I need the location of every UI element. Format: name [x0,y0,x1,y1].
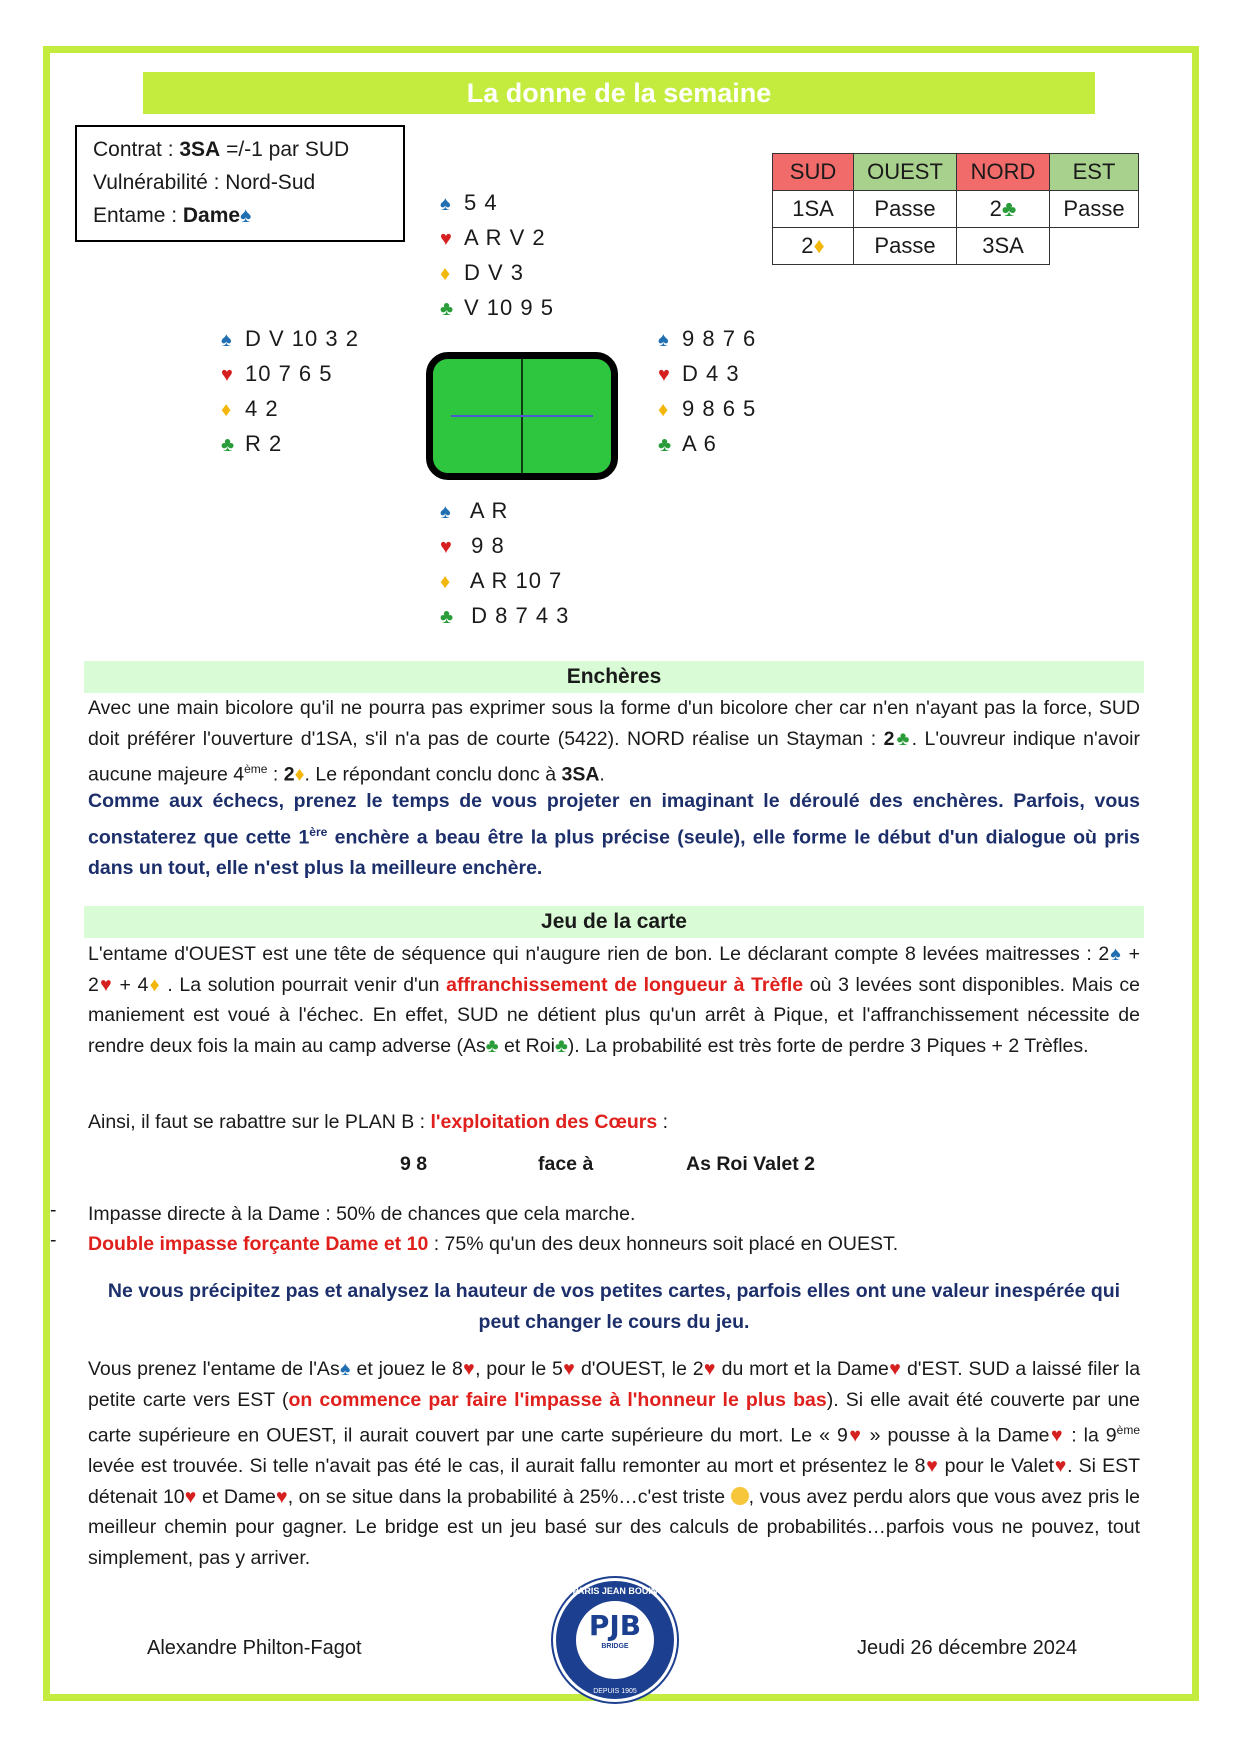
hand-east: ♠ 9 8 7 6 ♥ D 4 3 ♦ 9 8 6 5 ♣ A 6 [658,322,756,462]
bidding-table [772,153,1139,265]
hand-west: ♠ D V 10 3 2 ♥ 10 7 6 5 ♦ 4 2 ♣ R 2 [221,322,359,462]
diamond-icon: ♦ [148,973,161,996]
diamond-icon: ♦ [813,233,825,258]
page-title: La donne de la semaine [143,72,1095,114]
bullet-item: Double impasse forçante Dame et 10 : 75% qu'un des deux honneurs soit placé en OUEST. [88,1233,899,1255]
jeu-paragraph-1: L'entame d'OUEST est une tête de séquence qui n'augure rien de bon. Le déclarant compte 8 levées maitresses : 2♠ + 2♥ + 4♦ . La solution pourrait venir d'un affranchissement de longueur à Trèfle où 3 levées sont disponibles. Mais ce maniement est voué à l'échec. En effet, SUD ne détient plus qu'un arrêt à Pique, et l'affranchissement nécessite de rendre deux fois la main au camp adverse (As♣ et Roi♣). La probabilité est très forte de perdre 3 Piques + 2 Trèfles. [88,943,1141,1057]
diamond-icon: ♦ [658,399,670,421]
author: Alexandre Philton-Fagot [147,1637,362,1659]
spade-icon: ♠ [221,329,233,351]
bid-cell: 2♦ [773,228,854,265]
spade-icon: ♠ [658,329,670,351]
bullet-dash: - [50,1229,57,1251]
heart-icon: ♥ [462,1358,476,1380]
club-icon: ♣ [440,606,455,628]
bullet-dash: - [50,1199,57,1221]
contract-line: Contrat : 3SA =/-1 par SUD [93,138,350,161]
section-heading-jeu: Jeu de la carte [84,906,1144,938]
date: Jeudi 26 décembre 2024 [857,1637,1078,1659]
spade-icon: ♠ [339,1358,351,1380]
bid-cell: Passe [854,191,957,228]
vulnerability-line: Vulnérabilité : Nord-Sud [93,171,316,194]
club-logo: PARIS JEAN BOUIN PJB BRIDGE DEPUIS 1905 [553,1578,677,1702]
diamond-icon: ♦ [294,763,305,786]
bullet-item: Impasse directe à la Dame : 50% de chances que cela marche. [88,1203,636,1225]
club-icon: ♣ [221,434,236,456]
bid-cell: 3SA [957,228,1050,265]
spade-icon: ♠ [440,501,452,523]
heart-icon: ♥ [1054,1455,1068,1477]
hand-south: ♠ A R ♥ 9 8 ♦ A R 10 7 ♣ D 8 7 4 3 [440,494,569,634]
bid-header: NORD [957,154,1050,191]
heart-icon: ♥ [703,1358,716,1380]
jeu-paragraph-2: Ainsi, il faut se rabattre sur le PLAN B : l'exploitation des Cœurs : [88,1111,669,1133]
heart-icon: ♥ [440,536,453,558]
jeu-advice: Ne vous précipitez pas et analysez la hauteur de vos petites cartes, parfois elles ont une valeur inespérée qui peut changer le cours du jeu. [107,1280,1121,1333]
bid-cell: 2♣ [957,191,1050,228]
encheres-paragraph: Avec une main bicolore qu'il ne pourra pas exprimer sous la forme d'un bicolore cher car n'en n'ayant pas la force, SUD doit préférer l'ouverture d'1SA, s'il n'a pas de courte (5422). NORD réalise un Stayman : 2♣. L'ouvreur indique n'avoir aucune majeure 4ème : 2♦. Le répondant conclu donc à 3SA. [88,697,1141,786]
club-icon: ♣ [440,298,455,320]
club-icon: ♣ [554,1034,568,1057]
encheres-advice: Comme aux échecs, prenez le temps de vous projeter en imaginant le déroulé des enchères. Parfois, vous constaterez que cette 1ère enchère a beau être la plus précise (seule), elle forme le début d'un dialogue où pris dans un tout, elle n'est plus la meilleure enchère. [88,790,1140,879]
heart-icon: ♥ [98,973,113,996]
hand-north: ♠ 5 4 ♥ A R V 2 ♦ D V 3 ♣ V 10 9 5 [440,186,554,326]
club-icon: ♣ [1001,196,1017,221]
heart-icon: ♥ [275,1485,288,1508]
smiley-icon [731,1487,749,1505]
club-icon: ♣ [658,434,673,456]
diamond-icon: ♦ [440,263,452,285]
bid-header: EST [1050,154,1139,191]
contract-box [75,125,405,242]
lead-line: Entame : Dame♠ [93,204,252,227]
heart-icon: ♥ [221,364,234,386]
spade-icon: ♠ [240,204,252,227]
bid-cell: Passe [854,228,957,265]
bid-cell: 1SA [773,191,854,228]
spade-icon: ♠ [1109,943,1122,965]
bid-header: SUD [773,154,854,191]
club-icon: ♣ [894,727,912,750]
club-icon: ♣ [485,1034,499,1057]
heart-icon: ♥ [847,1424,863,1447]
diamond-icon: ♦ [221,399,233,421]
bridge-table-graphic [426,352,618,480]
heart-icon: ♥ [562,1358,576,1380]
heart-icon: ♥ [1049,1424,1065,1447]
bid-cell: Passe [1050,191,1139,228]
bid-header: OUEST [854,154,957,191]
heart-icon: ♥ [925,1455,939,1477]
heart-icon: ♥ [440,228,453,250]
spade-icon: ♠ [440,193,452,215]
diamond-icon: ♦ [440,571,452,593]
heart-icon: ♥ [184,1485,197,1508]
jeu-paragraph-3: Vous prenez l'entame de l'As♠ et jouez le 8♥, pour le 5♥ d'OUEST, le 2♥ du mort et la Dame♥ d'EST. SUD a laissé filer la petite carte vers EST (on commence par faire l'impasse à l'honneur le plus bas). Si elle avait été couverte par une carte supérieure en OUEST, il aurait couvert par une carte supérieure du mort. Le « 9♥ » pousse à la Dame♥ : la 9ème levée est trouvée. Si telle n'avait pas été le cas, il aurait fallu remonter au mort et présentez le 8♥ pour le Valet♥. Si EST détenait 10♥ et Dame♥, on se situe dans la probabilité à 25%…c'est triste , vous avez perdu alors que vous avez pris le meilleur chemin pour gagner. Le bridge est un jeu basé sur des calculs de probabilités…parfois vous ne pouvez, tout simplement, pas y arriver. [88,1358,1141,1569]
bid-cell-empty [1050,228,1139,265]
heart-icon: ♥ [658,364,671,386]
section-heading-encheres: Enchères [84,661,1144,693]
heart-icon: ♥ [888,1358,902,1380]
